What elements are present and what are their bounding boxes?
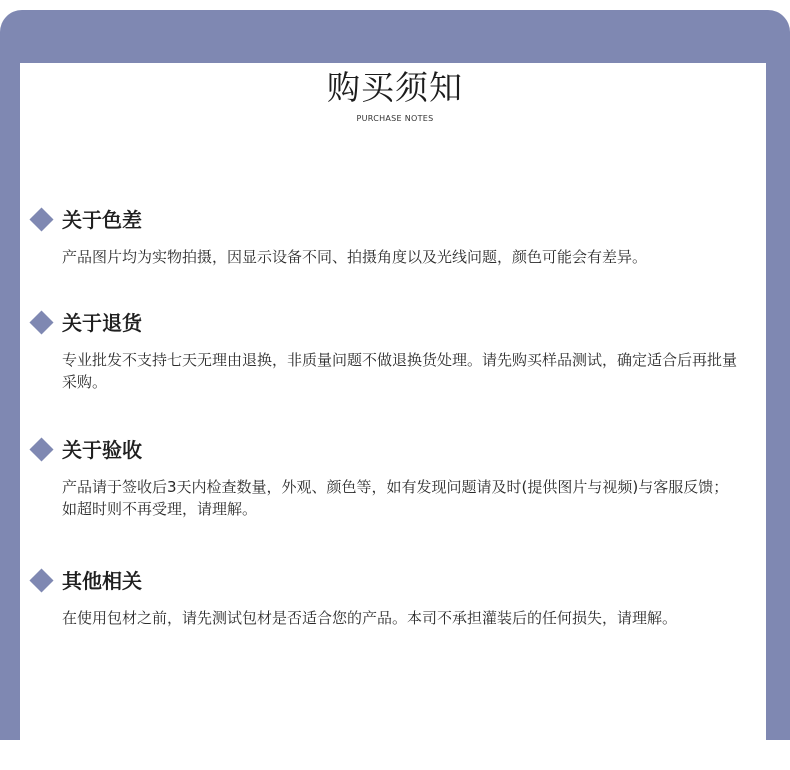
section-header	[30, 567, 745, 597]
section-heading: 其他相关	[62, 569, 142, 593]
section-color-difference	[30, 206, 745, 268]
page-subtitle: PURCHASE NOTES	[356, 114, 434, 123]
section-header	[30, 309, 745, 339]
section-body: 在使用包材之前，请先测试包材是否适合您的产品。本司不承担灌装后的任何损失，请理解。	[62, 609, 678, 627]
section-inspection	[30, 436, 745, 520]
section-heading: 关于退货	[62, 311, 142, 335]
section-heading: 关于色差	[62, 208, 142, 232]
diamond-icon	[29, 207, 53, 231]
diamond-icon	[29, 437, 53, 461]
notice-panel	[20, 63, 766, 740]
diamond-icon	[29, 310, 53, 334]
section-heading: 关于验收	[62, 438, 142, 462]
section-header	[30, 436, 745, 466]
section-body: 产品请于签收后3天内检查数量，外观、颜色等，如有发现问题请及时(提供图片与视频)与客服反馈；如超时则不再受理，请理解。	[62, 478, 729, 518]
section-body: 专业批发不支持七天无理由退换，非质量问题不做退换货处理。请先购买样品测试，确定适合后再批量采购。	[62, 351, 738, 391]
page-title: 购买须知	[327, 68, 463, 107]
section-returns	[30, 309, 745, 393]
section-body: 产品图片均为实物拍摄，因显示设备不同、拍摄角度以及光线问题，颜色可能会有差异。	[62, 248, 648, 266]
section-header	[30, 206, 745, 236]
section-other	[30, 567, 745, 629]
diamond-icon	[29, 568, 53, 592]
